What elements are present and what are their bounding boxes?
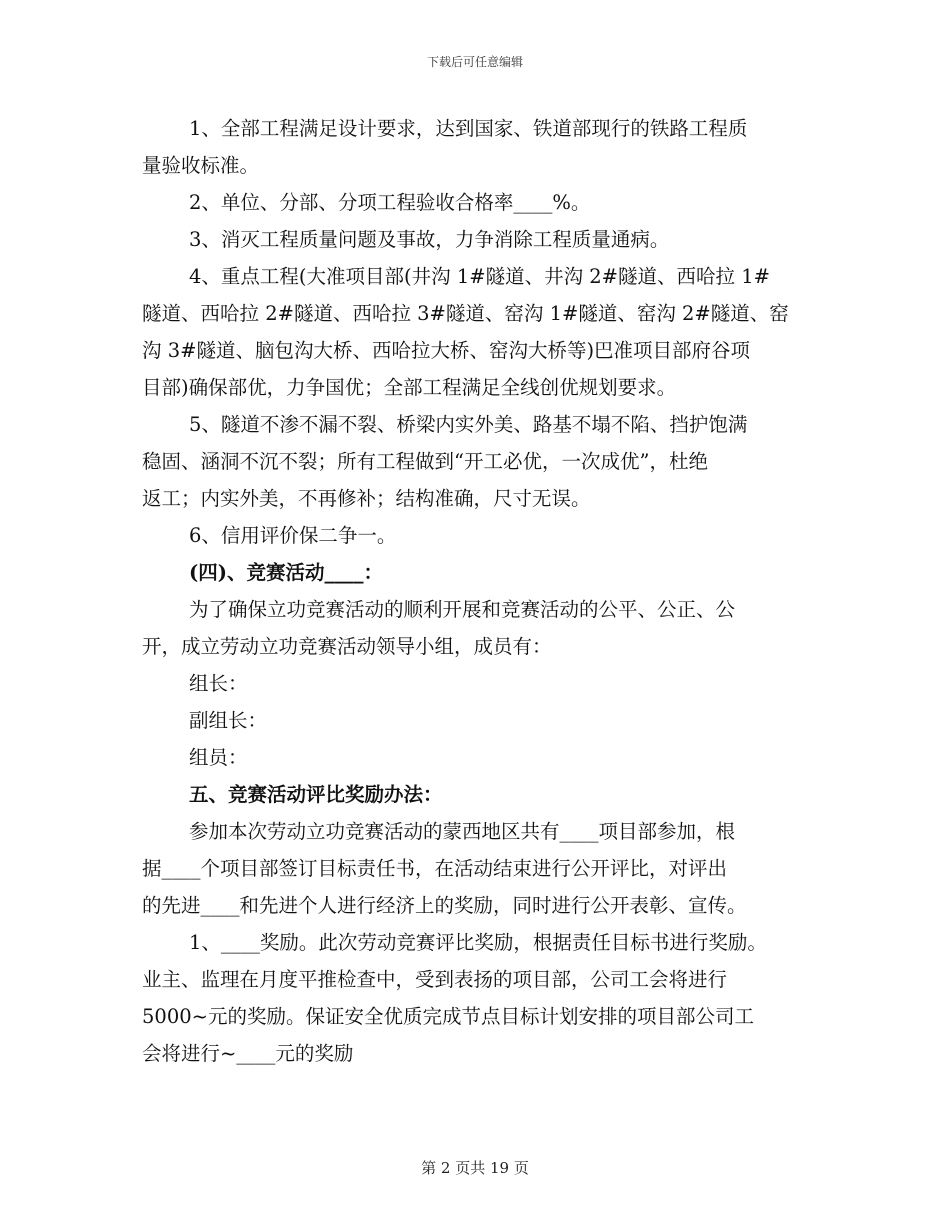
paragraph-line: 目部)确保部优，力争国优；全部工程满足全线创优规划要求。 — [142, 376, 677, 399]
paragraph-line: 据____个项目部签订目标责任书，在活动结束进行公开评比，对评出 — [142, 857, 728, 880]
paragraph-line: 5、隧道不渗不漏不裂、桥梁内实外美、路基不塌不陷、挡护饱满 — [189, 413, 748, 436]
paragraph-line: 会将进行~____元的奖励 — [142, 1042, 354, 1065]
paragraph-line: 开，成立劳动立功竞赛活动领导小组，成员有： — [142, 635, 552, 658]
paragraph-line: 3、消灭工程质量问题及事故，力争消除工程质量通病。 — [189, 228, 670, 251]
document-body — [142, 110, 822, 1072]
paragraph-line: 2、单位、分部、分项工程验收合格率____%。 — [189, 191, 591, 214]
paragraph-line: 参加本次劳动立功竞赛活动的蒙西地区共有____项目部参加，根 — [189, 820, 736, 843]
paragraph-line: 6、信用评价保二争一。 — [189, 524, 397, 547]
paragraph-line: 隧道、西哈拉 2#隧道、西哈拉 3#隧道、窑沟 1#隧道、窑沟 2#隧道、窑 — [142, 302, 789, 325]
paragraph-line: 1、____奖励。此次劳动竞赛评比奖励，根据责任目标书进行奖励。 — [189, 931, 767, 954]
paragraph-line: 业主、监理在月度平推检查中，受到表扬的项目部，公司工会将进行 — [142, 968, 728, 991]
paragraph-line: 的先进____和先进个人进行经济上的奖励，同时进行公开表彰、宣传。 — [142, 894, 747, 917]
paragraph-line: 副组长： — [189, 709, 268, 732]
paragraph-line: 4、重点工程(大准项目部(井沟 1#隧道、井沟 2#隧道、西哈拉 1# — [189, 265, 770, 288]
section-heading: 五、竞赛活动评比奖励办法： — [189, 783, 443, 806]
paragraph-line: 5000~元的奖励。保证安全优质完成节点目标计划安排的项目部公司工 — [142, 1005, 754, 1028]
paragraph-line: 沟 3#隧道、脑包沟大桥、西哈拉大桥、窑沟大桥等)巴准项目部府谷项 — [142, 339, 751, 362]
page-footer: 第 2 页共 19 页 — [421, 1159, 529, 1177]
paragraph-line: 量验收标准。 — [142, 154, 260, 177]
paragraph-line: 组长： — [189, 672, 248, 695]
page-header: 下载后可任意编辑 — [426, 55, 523, 69]
paragraph-line: 1、全部工程满足设计要求，达到国家、铁道部现行的铁路工程质 — [189, 117, 748, 140]
paragraph-line: 为了确保立功竞赛活动的顺利开展和竞赛活动的公平、公正、公 — [189, 598, 736, 621]
paragraph-line: 返工；内实外美，不再修补；结构准确，尺寸无误。 — [142, 487, 591, 510]
section-heading: (四)、竞赛活动____： — [189, 561, 383, 584]
paragraph-line: 组员： — [189, 746, 248, 769]
paragraph-line: 稳固、涵洞不沉不裂；所有工程做到“开工必优，一次成优”，杜绝 — [142, 450, 708, 473]
